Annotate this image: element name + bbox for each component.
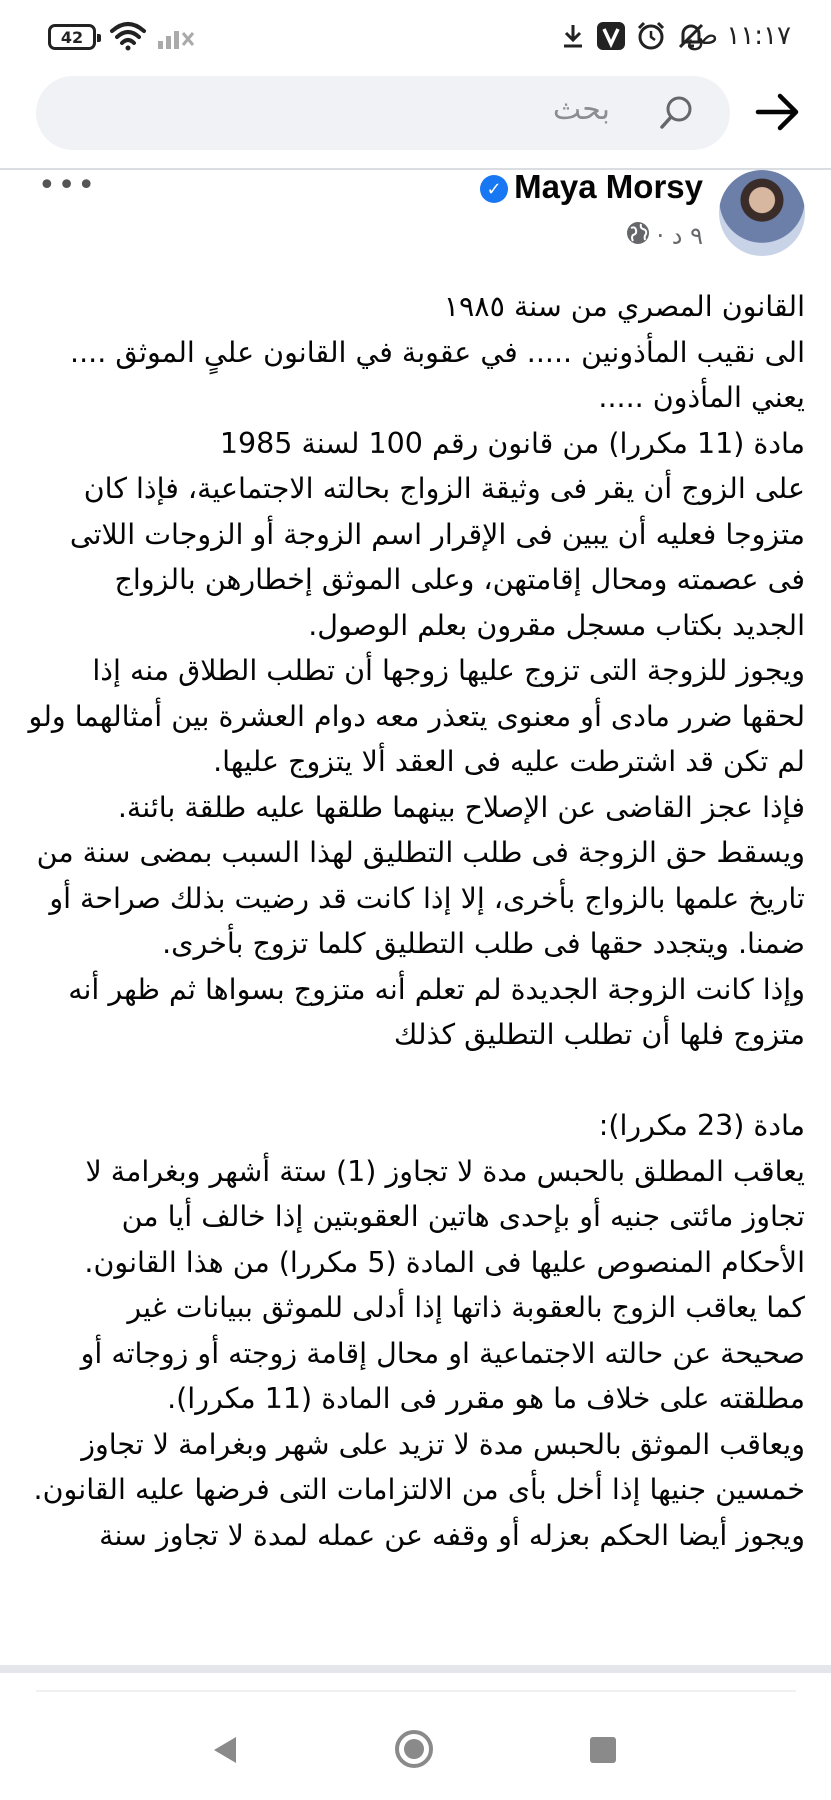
alarm-icon [636, 18, 666, 54]
search-placeholder: بحث [552, 92, 610, 127]
post-text-line: يعاقب المطلق بالحبس مدة لا تجاوز (1) ستة أشهر وبغرامة لا [85, 1154, 805, 1188]
post-text-line: متزوج فلها أن تطلب التطليق كذلك [393, 1018, 805, 1051]
post-timestamp[interactable]: ٩ د · [656, 222, 703, 250]
post-text-line: فإذا عجز القاضى عن الإصلاح بينهما طلقها عليه طلقة بائنة. [117, 790, 805, 824]
post-meta [625, 220, 703, 252]
post-body [22, 284, 805, 1558]
post-text-line: وإذا كانت الزوجة الجديدة لم تعلم أنه متزوج بسواها ثم ظهر أنه [68, 972, 805, 1006]
post-text-line: ويجوز للزوجة التى تزوج عليها زوجها أن تطلب الطلاق منه إذا [92, 654, 805, 687]
post-text-line: لحقها ضرر مادى أو معنوى يتعذر معه دوام العشرة بين أمثالهما ولو [28, 699, 805, 733]
search-input[interactable] [36, 76, 730, 150]
post-text-line: مادة (11 مكررا) من قانون رقم 100 لسنة 1985 [219, 426, 805, 460]
avatar[interactable] [719, 170, 805, 256]
post-text-line: كما يعاقب الزوج بالعقوبة ذاتها إذا أدلى للموثق ببيانات غير [127, 1291, 805, 1324]
post-text-line [22, 1058, 805, 1104]
feed-divider [0, 1665, 831, 1673]
post-text-line: مطلقته على خلاف ما هو مقرر فى المادة (11 مكررا). [167, 1382, 805, 1415]
arrow-right-icon[interactable] [754, 90, 802, 138]
post-text-line: صحيحة عن حالته الاجتماعية او محال إقامة زوجته أو زوجاته أو [80, 1336, 805, 1370]
nav-recents-icon[interactable] [590, 1737, 616, 1763]
post-text-line: ويسقط حق الزوجة فى طلب التطليق لهذا السبب بمضى سنة من [36, 836, 805, 869]
header-divider [0, 168, 831, 170]
post-text-line: لم تكن قد اشترطت عليه فى العقد ألا يتزوج عليها. [213, 745, 805, 778]
post-text-line: ضمنا. ويتجدد حقها فى طلب التطليق كلما تزوج بأخرى. [162, 927, 805, 960]
battery-icon [48, 24, 96, 50]
verified-badge-icon: ✓ [480, 175, 508, 203]
post-text-line: تاريخ علمها بالزواج بأخرى، إلا إذا كانت قد رضيت بذلك صراحة أو [49, 881, 805, 915]
nav-home-icon[interactable] [395, 1730, 433, 1768]
post-text-line: الأحكام المنصوص عليها فى المادة (5 مكررا) من هذا القانون. [84, 1245, 805, 1279]
battery-level: 42 [60, 27, 84, 47]
globe-icon [625, 220, 651, 252]
post-text-line: يعني المأذون ..... [598, 381, 805, 414]
post-text-line: خمسين جنيها إذا أخل بأى من الالتزامات التى فرضها عليه القانون. [33, 1473, 805, 1506]
wifi-icon [110, 18, 146, 54]
nav-back-icon[interactable] [212, 1735, 238, 1769]
more-options-icon[interactable]: ••• [38, 168, 98, 203]
post-text-line: فى عصمته ومحال إقامتهن، وعلى الموثق إخطارهن بالزواج [114, 563, 805, 596]
search-icon [658, 94, 696, 136]
signal-off-icon [156, 18, 196, 54]
vpn-v-icon [596, 18, 626, 54]
post-text-line: على الزوج أن يقر فى وثيقة الزواج بحالته الاجتماعية، فإذا كان [83, 472, 805, 505]
post-text-line: الى نقيب المأذونين ..... في عقوبة في القانون علىٍ الموثق .... [70, 335, 805, 369]
post-text-line: الجديد بكتاب مسجل مقرون بعلم الوصول. [308, 608, 805, 642]
post-text-line: ويجوز أيضا الحكم بعزله أو وقفه عن عمله لمدة لا تجاوز سنة [99, 1518, 805, 1552]
download-icon [560, 18, 586, 54]
post-text-line: تجاوز مائتى جنيه أو بإحدى هاتين العقوبتين إذا خالف أيا من [121, 1200, 805, 1233]
post-text-line: القانون المصري من سنة ١٩٨٥ [443, 290, 805, 323]
status-bar [0, 0, 831, 72]
next-post-preview [36, 1690, 796, 1692]
post-text-line: مادة (23 مكررا): [598, 1109, 805, 1142]
post-text-line: ويعاقب الموثق بالحبس مدة لا تزيد على شهر وبغرامة لا تجاوز [81, 1427, 805, 1461]
author-name[interactable]: Maya Morsy [514, 168, 703, 205]
status-time: ١١:١٧ ص [686, 21, 791, 51]
post-text-line: متزوجا فعليه أن يبين فى الإقرار اسم الزوجة أو الزوجات اللاتى [69, 517, 805, 551]
